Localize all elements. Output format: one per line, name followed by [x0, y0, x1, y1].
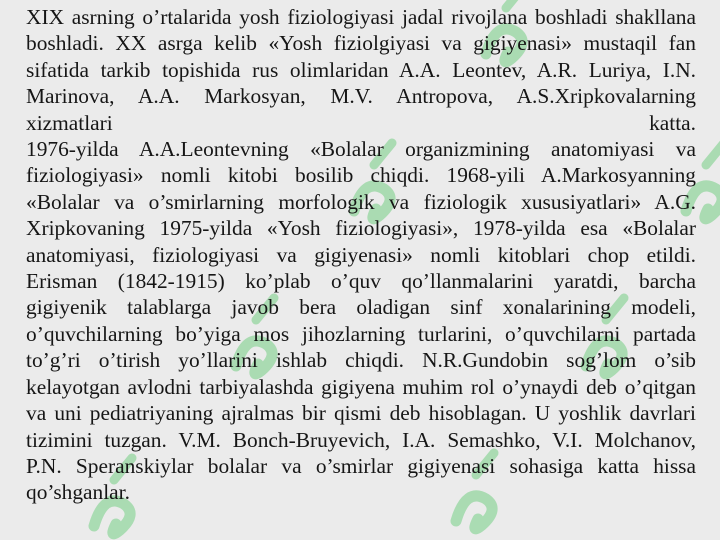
text-line: boshladi. XX asrga kelib «Yosh fiziolgiyasi va gigiyenasi» mustaqil fan	[26, 31, 696, 56]
text-line: «Bolalar va o’smirlarning morfologik va fiziologik xususiyatlari» A.G.	[26, 189, 696, 214]
text-line: xizmatlari katta.	[26, 110, 696, 135]
text-line: XIX asrning o’rtalarida yosh fiziologiyasi jadal rivojlana boshladi shakllana	[26, 5, 696, 29]
text-line: kelayotgan avlodni tarbiyalashda gigiyena muhim rol o’ynaydi deb o’qitgan	[26, 374, 696, 399]
text-line: Erisman (1842-1915) ko’plab o’quv qo’llanmalarini yaratdi, barcha	[26, 269, 696, 294]
watermark-mark	[706, 143, 720, 165]
text-line: P.N. Speranskiylar bolalar va o’smirlar gigiyenasi sohasiga katta hissa	[26, 453, 696, 478]
text-line: anatomiyasi, fiziologiyasi va gigiyenasi» nomli kitoblari chop etildi.	[26, 242, 696, 267]
text-line: fiziologiyasi» nomli kitobi bosilib chiqdi. 1968-yili A.Markosyanning	[26, 163, 696, 188]
text-line: gigiyenik talablarga javob bera oladigan sinf xonalarining modeli,	[26, 295, 696, 320]
text-line: sifatida tarkib topishida rus olimlaridan A.A. Leontev, A.R. Luriya, I.N.	[26, 57, 696, 82]
text-line: o’quvchilarning bo’yiga mos jihozlarning turlarini, o’quvchilarni partada	[26, 321, 696, 346]
text-line: Xripkovaning 1975-yilda «Yosh fiziologiyasi», 1978-yilda esa «Bolalar	[26, 216, 696, 241]
text-line: qo’shganlar.	[26, 480, 130, 505]
text-line: tizimini tuzgan. V.M. Bonch-Bruyevich, I.A. Semashko, V.I. Molchanov,	[26, 427, 696, 452]
text-line: 1976-yilda A.A.Leontevning «Bolalar organizmining anatomiyasi va	[26, 137, 696, 162]
text-line: to’g’ri o’tirish yo’llarini ishlab chiqdi. N.R.Gundobin sog’lom o’sib	[26, 348, 696, 373]
text-line: Marinova, A.A. Markosyan, M.V. Antropova, A.S.Xripkovalarning	[26, 84, 696, 109]
document-body	[26, 4, 696, 506]
watermark-mark	[94, 501, 130, 534]
text-line: va uni pediatriyaning ajralmas bir qismi deb hisoblagan. U yoshlik davrlari	[26, 401, 696, 426]
